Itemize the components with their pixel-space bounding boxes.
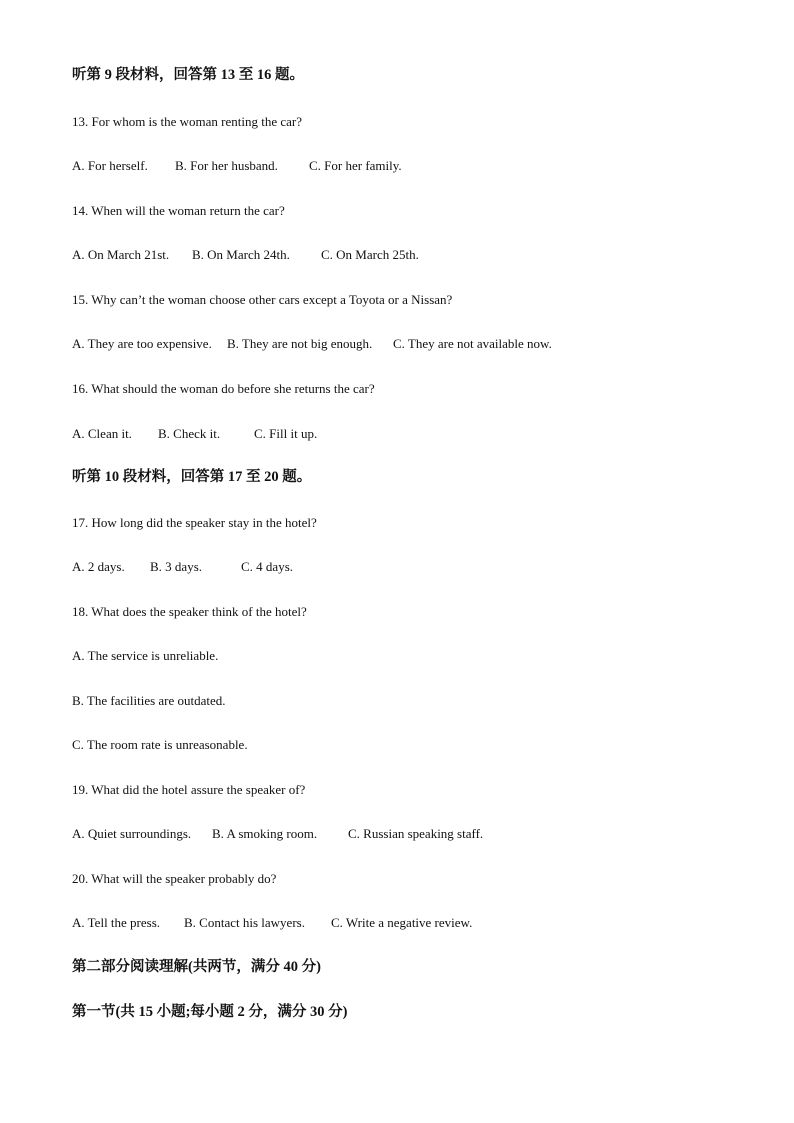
part-two-heading: 第二部分阅读理解(共两节，满分 40 分) bbox=[72, 959, 321, 975]
section-heading-9: 听第 9 段材料，回答第 13 至 16 题。 bbox=[72, 67, 304, 83]
option-18-c: C. The room rate is unreasonable. bbox=[72, 737, 248, 752]
option-19-b: B. A smoking room. bbox=[212, 826, 318, 841]
options-17 bbox=[72, 559, 293, 575]
option-16-c: C. Fill it up. bbox=[254, 426, 318, 441]
section-heading-10: 听第 10 段材料，回答第 17 至 20 题。 bbox=[72, 469, 312, 485]
option-19-a: A. Quiet surroundings. bbox=[72, 826, 192, 841]
question-13: 13. For whom is the woman renting the car? bbox=[72, 114, 302, 129]
question-19: 19. What did the hotel assure the speaker of? bbox=[72, 782, 306, 797]
question-16: 16. What should the woman do before she returns the car? bbox=[72, 381, 375, 396]
options-13 bbox=[72, 158, 402, 174]
question-18: 18. What does the speaker think of the hotel? bbox=[72, 604, 307, 619]
option-16-b: B. Check it. bbox=[158, 426, 221, 441]
option-15-a: A. They are too expensive. bbox=[72, 336, 212, 351]
option-14-a: A. On March 21st. bbox=[72, 247, 170, 262]
option-20-b: B. Contact his lawyers. bbox=[184, 915, 305, 930]
section-one-heading: 第一节(共 15 小题;每小题 2 分，满分 30 分) bbox=[72, 1004, 348, 1020]
question-14: 14. When will the woman return the car? bbox=[72, 203, 285, 218]
option-18-a: A. The service is unreliable. bbox=[72, 648, 219, 663]
option-14-c: C. On March 25th. bbox=[321, 247, 419, 262]
option-15-b: B. They are not big enough. bbox=[227, 336, 373, 351]
option-16-a: A. Clean it. bbox=[72, 426, 132, 441]
question-17: 17. How long did the speaker stay in the hotel? bbox=[72, 515, 317, 530]
option-13-c: C. For her family. bbox=[309, 158, 402, 173]
option-13-a: A. For herself. bbox=[72, 158, 148, 173]
options-14 bbox=[72, 247, 419, 263]
option-14-b: B. On March 24th. bbox=[192, 247, 290, 262]
option-19-c: C. Russian speaking staff. bbox=[348, 826, 484, 841]
options-15 bbox=[72, 336, 552, 352]
options-19 bbox=[72, 826, 483, 842]
option-20-a: A. Tell the press. bbox=[72, 915, 161, 930]
option-15-c: C. They are not available now. bbox=[393, 336, 552, 351]
options-16 bbox=[72, 426, 317, 442]
option-18-b: B. The facilities are outdated. bbox=[72, 693, 226, 708]
question-20: 20. What will the speaker probably do? bbox=[72, 871, 277, 886]
question-15: 15. Why can’t the woman choose other cars except a Toyota or a Nissan? bbox=[72, 292, 453, 307]
option-17-c: C. 4 days. bbox=[241, 559, 293, 574]
option-17-b: B. 3 days. bbox=[150, 559, 202, 574]
option-20-c: C. Write a negative review. bbox=[331, 915, 473, 930]
options-20 bbox=[72, 915, 472, 931]
option-17-a: A. 2 days. bbox=[72, 559, 125, 574]
option-13-b: B. For her husband. bbox=[175, 158, 278, 173]
